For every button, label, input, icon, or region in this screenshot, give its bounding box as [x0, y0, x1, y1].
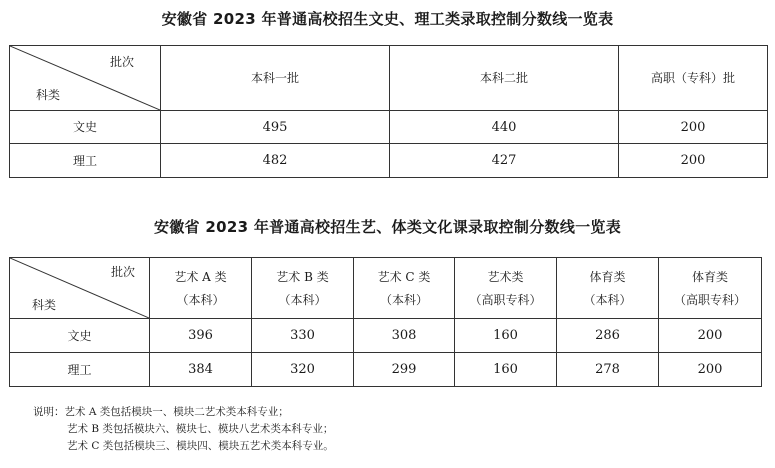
- table2-title: 安徽省 2023 年普通高校招生艺、体类文化课录取控制分数线一览表: [153, 218, 622, 236]
- table1-title: 安徽省 2023 年普通高校招生文史、理工类录取控制分数线一览表: [161, 10, 614, 28]
- batch-label: 批次: [110, 265, 135, 279]
- score-cell: 320: [252, 353, 354, 387]
- admission-score-table-2: [9, 257, 762, 387]
- score-cell: 330: [252, 319, 354, 353]
- column-header: 体育类 （本科）: [557, 258, 659, 319]
- score-cell: 308: [354, 319, 455, 353]
- column-header: 本科一批: [161, 46, 390, 111]
- score-cell: 160: [455, 319, 557, 353]
- category-label: 科类: [32, 298, 57, 312]
- score-cell: 427: [390, 144, 619, 178]
- table-row: [10, 353, 762, 387]
- admission-score-table-1: [9, 45, 768, 178]
- corner-header-cell: [10, 46, 161, 111]
- column-header: 艺术 B 类 （本科）: [252, 258, 354, 319]
- score-cell: 482: [161, 144, 390, 178]
- table-row: [10, 144, 768, 178]
- score-cell: 440: [390, 111, 619, 144]
- score-cell: 299: [354, 353, 455, 387]
- diagonal-divider: [10, 46, 160, 110]
- score-cell: 160: [455, 353, 557, 387]
- notes: [33, 404, 334, 455]
- score-cell: 396: [150, 319, 252, 353]
- table-row: [10, 319, 762, 353]
- score-cell: 495: [161, 111, 390, 144]
- score-cell: 200: [619, 111, 768, 144]
- column-header: 艺术 A 类 （本科）: [150, 258, 252, 319]
- row-label: 文史: [10, 319, 150, 353]
- note-line: 艺术 B 类包括模块六、模块七、模块八艺术类本科专业；: [67, 423, 334, 435]
- batch-label: 批次: [109, 55, 134, 69]
- row-label: 理工: [10, 144, 161, 178]
- column-header: 艺术类 （高职专科）: [455, 258, 557, 319]
- score-cell: 384: [150, 353, 252, 387]
- column-header: 高职（专科）批: [619, 46, 768, 111]
- score-cell: 200: [659, 353, 762, 387]
- score-cell: 278: [557, 353, 659, 387]
- row-label: 文史: [10, 111, 161, 144]
- category-label: 科类: [36, 88, 61, 102]
- score-cell: 286: [557, 319, 659, 353]
- row-label: 理工: [10, 353, 150, 387]
- note-line: 说明：艺术 A 类包括模块一、模块二艺术类本科专业；: [33, 406, 289, 418]
- score-cell: 200: [659, 319, 762, 353]
- score-cell: 200: [619, 144, 768, 178]
- note-line: 艺术 C 类包括模块三、模块四、模块五艺术类本科专业。: [67, 440, 334, 452]
- column-header: 体育类 （高职专科）: [659, 258, 762, 319]
- column-header: 本科二批: [390, 46, 619, 111]
- table-row: [10, 111, 768, 144]
- corner-header-cell: [10, 258, 150, 319]
- column-header: 艺术 C 类 （本科）: [354, 258, 455, 319]
